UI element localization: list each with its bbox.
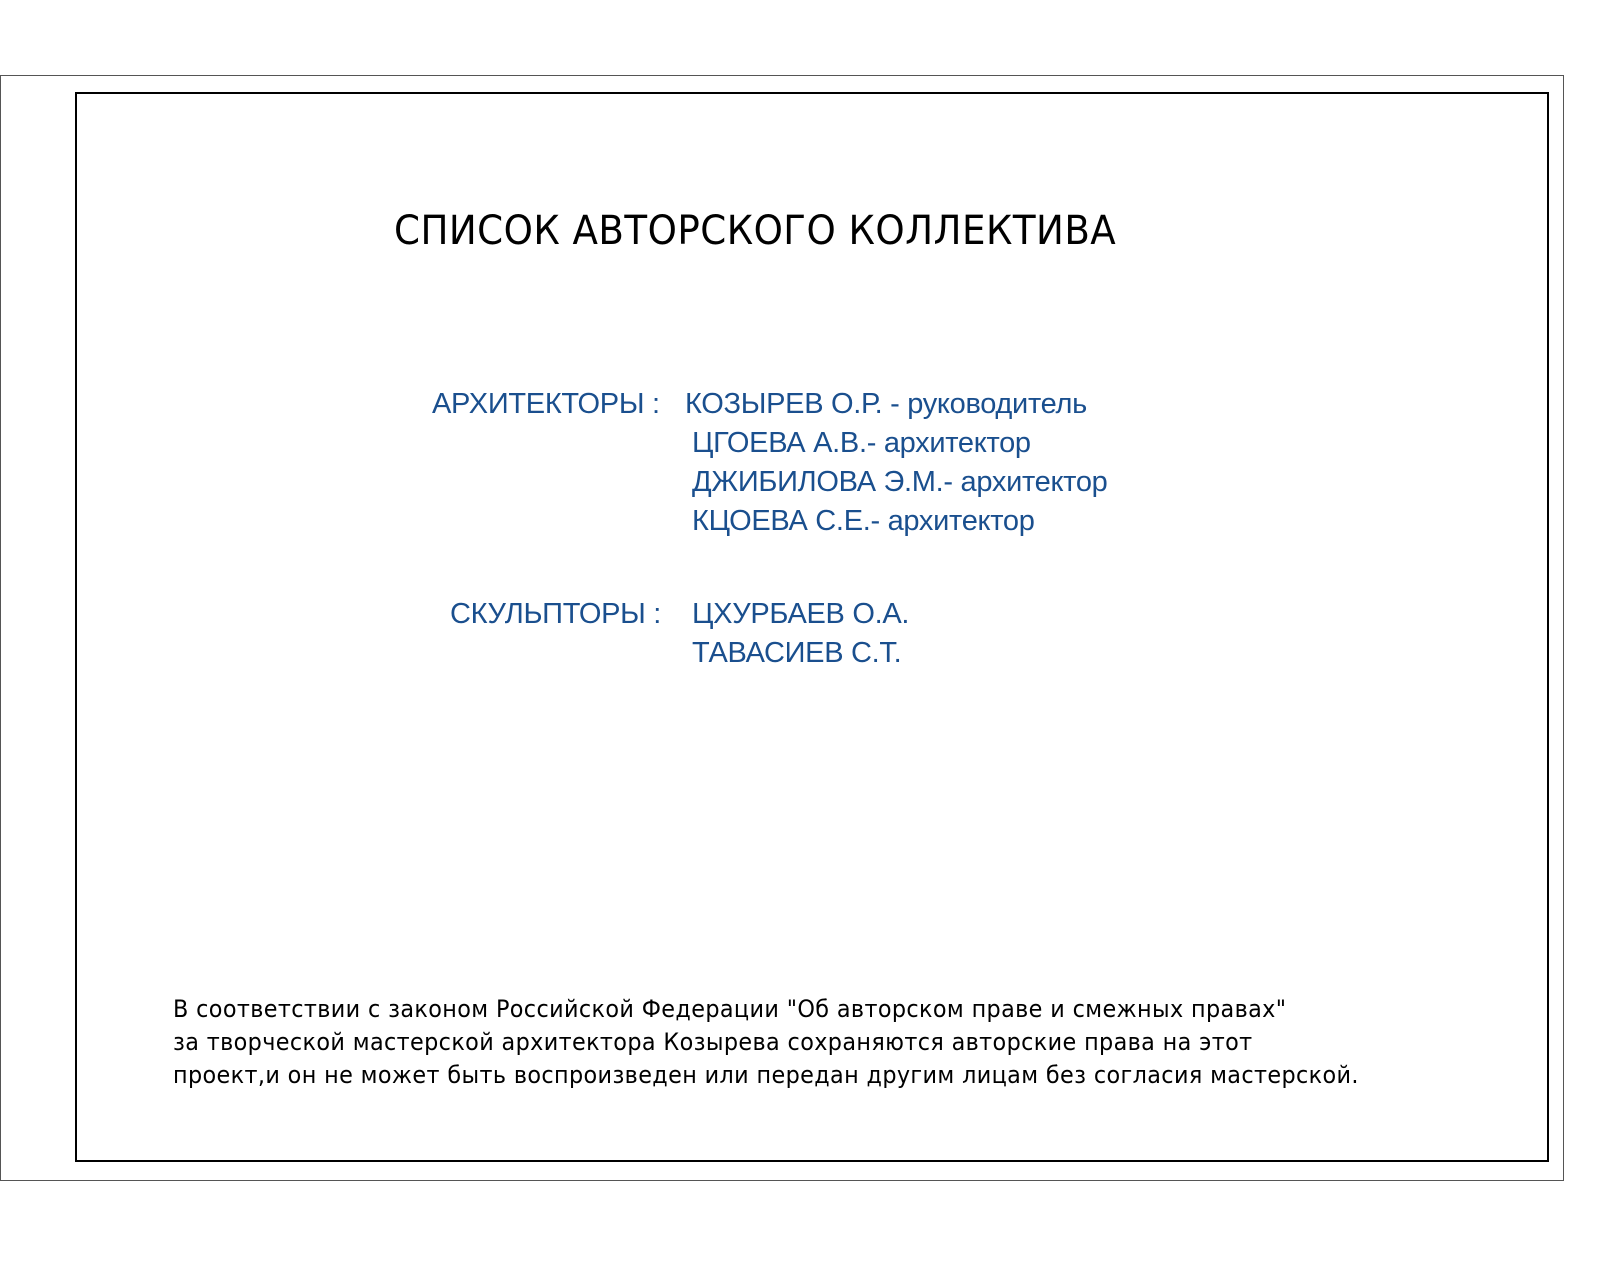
sculptor-member: ЦХУРБАЕВ О.А.	[692, 598, 910, 630]
copyright-notice	[173, 990, 1359, 1089]
notice-line: проект,и он не может быть воспроизведен или передан другим лицам без согласия мастерской.	[173, 1061, 1359, 1089]
notice-line: В соответствии с законом Российской Федерации "Об авторском праве и смежных правах"	[173, 995, 1287, 1023]
notice-line: за творческой мастерской архитектора Козырева сохраняются авторские права на этот	[173, 1028, 1253, 1056]
architect-member: ЦГОЕВА А.В.- архитектор	[692, 427, 1031, 459]
architect-member: КОЗЫРЕВ О.Р. - руководитель	[685, 388, 1087, 420]
sculptor-member: ТАВАСИЕВ С.Т.	[692, 637, 902, 669]
architect-member: КЦОЕВА С.Е.- архитектор	[692, 505, 1035, 537]
document-title: СПИСОК АВТОРСКОГО КОЛЛЕКТИВА	[394, 208, 1117, 254]
sculptors-label: СКУЛЬПТОРЫ :	[450, 598, 662, 630]
architect-member: ДЖИБИЛОВА Э.М.- архитектор	[692, 466, 1108, 498]
architects-label: АРХИТЕКТОРЫ :	[432, 388, 660, 420]
